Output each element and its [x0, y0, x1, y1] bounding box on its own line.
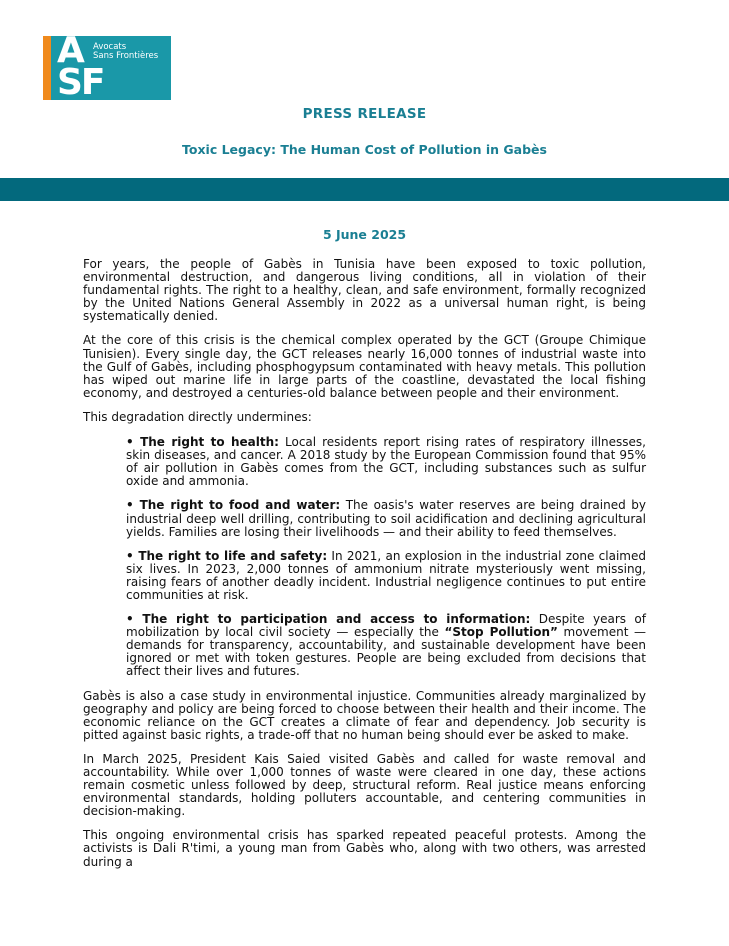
logo-line-2: Sans Frontières	[93, 51, 159, 61]
right-item-health	[126, 436, 646, 488]
right-item-life-safety	[126, 550, 646, 602]
right-title: • The right to life and safety:	[126, 548, 328, 563]
paragraph-intro: For years, the people of Gabès in Tunisia have been exposed to toxic pollution, environmental destruction, and dangerous living conditions, all in violation of their fundamental rights. The right to a healthy, clean, and safe environment, formally recognized by the United Nations General Assembly in 2022 as a universal human right, is being systematically denied.	[83, 257, 646, 324]
logo-line-1: Avocats	[93, 42, 127, 52]
movement-name: “Stop Pollution”	[444, 625, 558, 640]
right-text: Local residents report rising rates of respiratory illnesses, skin diseases, and cancer. A 2018 study by the European Commission found that 95% of air pollution in Gabès comes from the GCT, including substances such as sulfur oxide and ammonia.	[126, 435, 646, 489]
article-body	[83, 258, 646, 880]
paragraph-president: In March 2025, President Kais Saied visited Gabès and called for waste removal and accountability. While over 1,000 tonnes of waste were cleared in one day, these actions remain cosmetic unless followed by deep, structural reform. Real justice means enforcing environmental standards, holding polluters accountable, and centering communities in decision-making.	[83, 751, 646, 819]
right-item-food-water	[126, 499, 646, 538]
right-text: The oasis's water reserves are being drained by industrial deep well drilling, contributing to soil acidification and declining agricultural yields. Families are losing their livelihoods — and their ability to feed themselves.	[126, 498, 646, 539]
right-title: • The right to participation and access to information:	[126, 612, 531, 627]
press-release-label: PRESS RELEASE	[302, 106, 427, 122]
right-text: In 2021, an explosion in the industrial zone claimed six lives. In 2023, 2,000 tonnes of ammonium nitrate mysteriously went missing, raising fears of another deadly incident. Industrial negligence continues to put entire communities at risk.	[126, 548, 646, 602]
asf-logo	[43, 36, 171, 100]
right-item-participation	[126, 613, 646, 678]
logo-letters-top: A	[57, 36, 83, 71]
paragraph-undermines: This degradation directly undermines:	[83, 409, 312, 424]
right-title: • The right to food and water:	[126, 498, 341, 513]
paragraph-gct: At the core of this crisis is the chemical complex operated by the GCT (Groupe Chimique Tunisien). Every single day, the GCT releases nearly 16,000 tonnes of industrial waste into the Gulf of Gabès, including phosphogypsum contaminated with heavy metals. This pollution has wiped out marine life in large parts of the coastline, devastated the local fishing economy, and destroyed a centuries-old balance between people and their environment.	[83, 333, 646, 400]
rights-list	[83, 436, 646, 679]
header-banner	[0, 178, 729, 201]
press-release-title: Toxic Legacy: The Human Cost of Pollution in Gabès	[182, 142, 547, 157]
right-text: Despite years of mobilization by local civil society — especially the	[126, 612, 646, 640]
right-title: • The right to health:	[126, 435, 279, 450]
logo-orange-bar	[43, 36, 51, 100]
release-date: 5 June 2025	[322, 227, 407, 242]
right-text-cont: movement — demands for transparency, accountability, and sustainable development have been ignored or met with token gestures. People are being excluded from decisions that affect their lives and futures.	[126, 625, 646, 679]
logo-letters-bottom: SF	[57, 62, 104, 100]
paragraph-protests: This ongoing environmental crisis has sparked repeated peaceful protests. Among the activists is Dali R'timi, a young man from Gabès who, along with two others, was arrested during a	[83, 828, 646, 869]
paragraph-injustice: Gabès is also a case study in environmental injustice. Communities already marginalized by geography and policy are being forced to choose between their health and their income. The economic reliance on the GCT creates a climate of fear and dependency. Job security is pitted against basic rights, a trade-off that no human being should ever be asked to make.	[83, 688, 646, 742]
